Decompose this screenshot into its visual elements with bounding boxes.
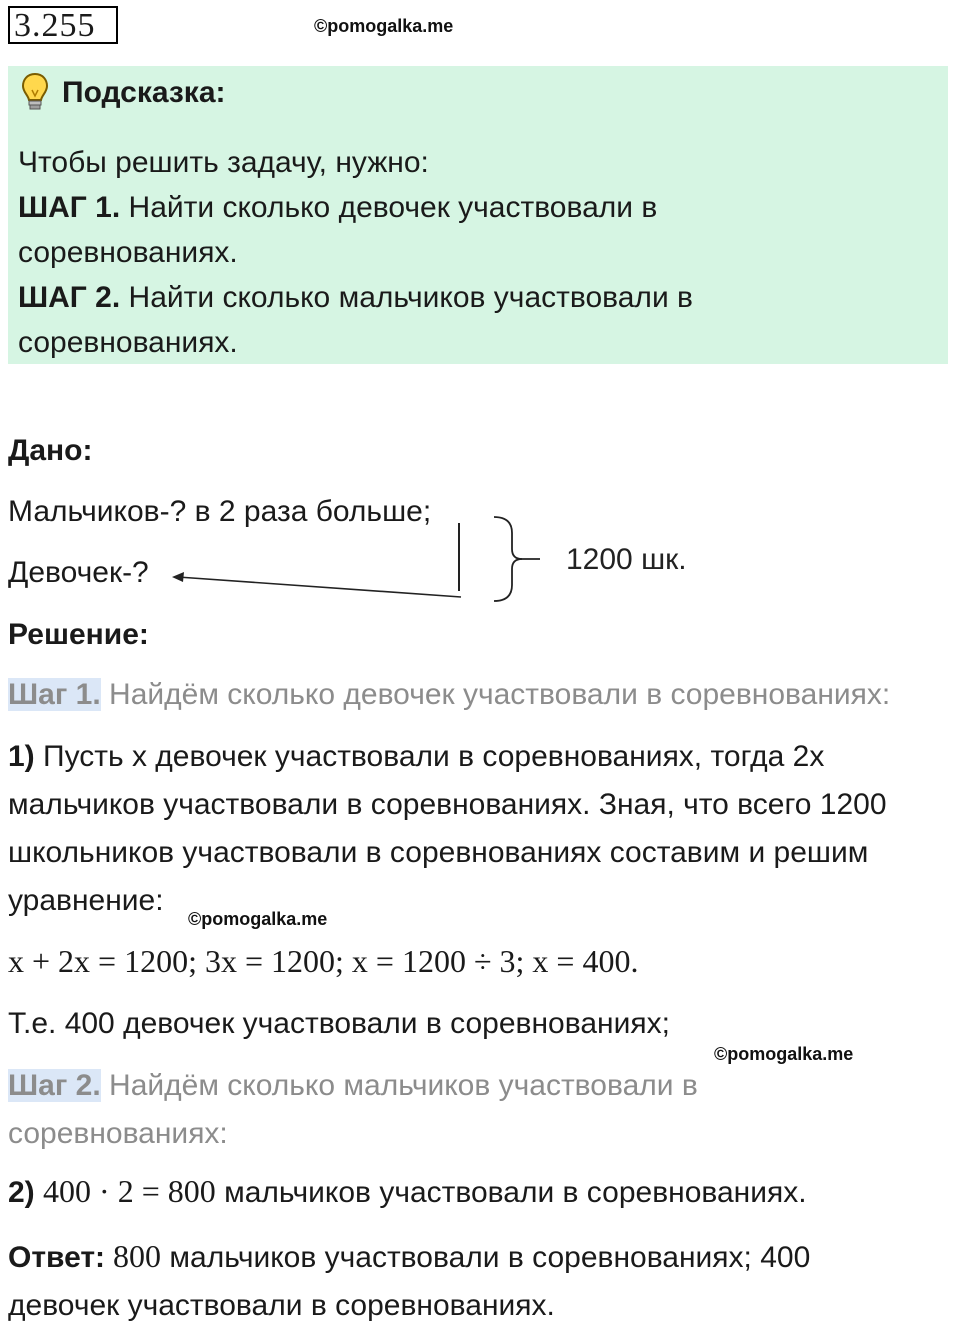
given-girls: Девочек-? (8, 556, 149, 589)
watermark-3: ©pomogalka.me (714, 1044, 854, 1064)
given-title: Дано: (8, 434, 93, 467)
lightbulb-icon (20, 72, 50, 112)
arrowhead-icon (172, 572, 184, 582)
curly-brace (494, 517, 522, 601)
step2-text: Найдём сколько мальчиков участвовали в соревнованиях: (8, 1069, 698, 1150)
step1-heading (8, 680, 890, 710)
conclusion-1: Т.е. 400 девочек участвовали в соревнованиях; (8, 1007, 670, 1040)
given-diagram (160, 505, 560, 610)
paragraph-2 (8, 1173, 807, 1209)
given-total: 1200 шк. (566, 543, 687, 576)
p2-text: мальчиков участвовали в соревнованиях. (215, 1176, 807, 1209)
hint-step2-text: Найти сколько мальчиков участвовали в соревнованиях. (18, 281, 693, 359)
step1-label: Шаг 1. (8, 678, 101, 711)
watermark-2: ©pomogalka.me (188, 909, 328, 929)
p2-math: 400 · 2 = 800 (43, 1173, 216, 1209)
p1-text: Пусть x девочек участвовали в соревнованиях, тогда 2x мальчиков участвовали в соревнованиях. Зная, что всего 1200 школьников участвовали в соревнованиях составим и решим уравнение: (8, 740, 887, 917)
hint-text (18, 140, 938, 365)
paragraph-1 (8, 733, 953, 925)
given-boys: Мальчиков-? в 2 раза больше; (8, 495, 432, 528)
answer-label: Ответ: (8, 1241, 106, 1274)
hint-intro: Чтобы решить задачу, нужно: (18, 146, 429, 179)
step1-text: Найдём сколько девочек участвовали в соревнованиях: (100, 678, 891, 711)
equation: x + 2x = 1200; 3x = 1200; x = 1200 ÷ 3; x = 400. (8, 943, 639, 979)
arrow-line (178, 577, 461, 597)
hint-step2-label: ШАГ 2. (18, 281, 121, 314)
solution-title: Решение: (8, 618, 149, 651)
hint-step1-label: ШАГ 1. (18, 191, 121, 224)
hint-step1-text: Найти сколько девочек участвовали в соревнованиях. (18, 191, 658, 269)
step2-heading (8, 1062, 788, 1158)
task-number: 3.255 (8, 6, 118, 44)
p2-number: 2) (8, 1176, 35, 1209)
watermark: ©pomogalka.me (314, 16, 454, 36)
step2-label: Шаг 2. (8, 1069, 101, 1102)
answer-math: 800 (105, 1238, 162, 1274)
p1-number: 1) (8, 740, 35, 773)
hint-title: Подсказка: (62, 76, 226, 109)
answer (8, 1232, 908, 1330)
answer-text: мальчиков участвовали в соревнованиях; 400 девочек участвовали в соревнованиях. (8, 1241, 811, 1322)
